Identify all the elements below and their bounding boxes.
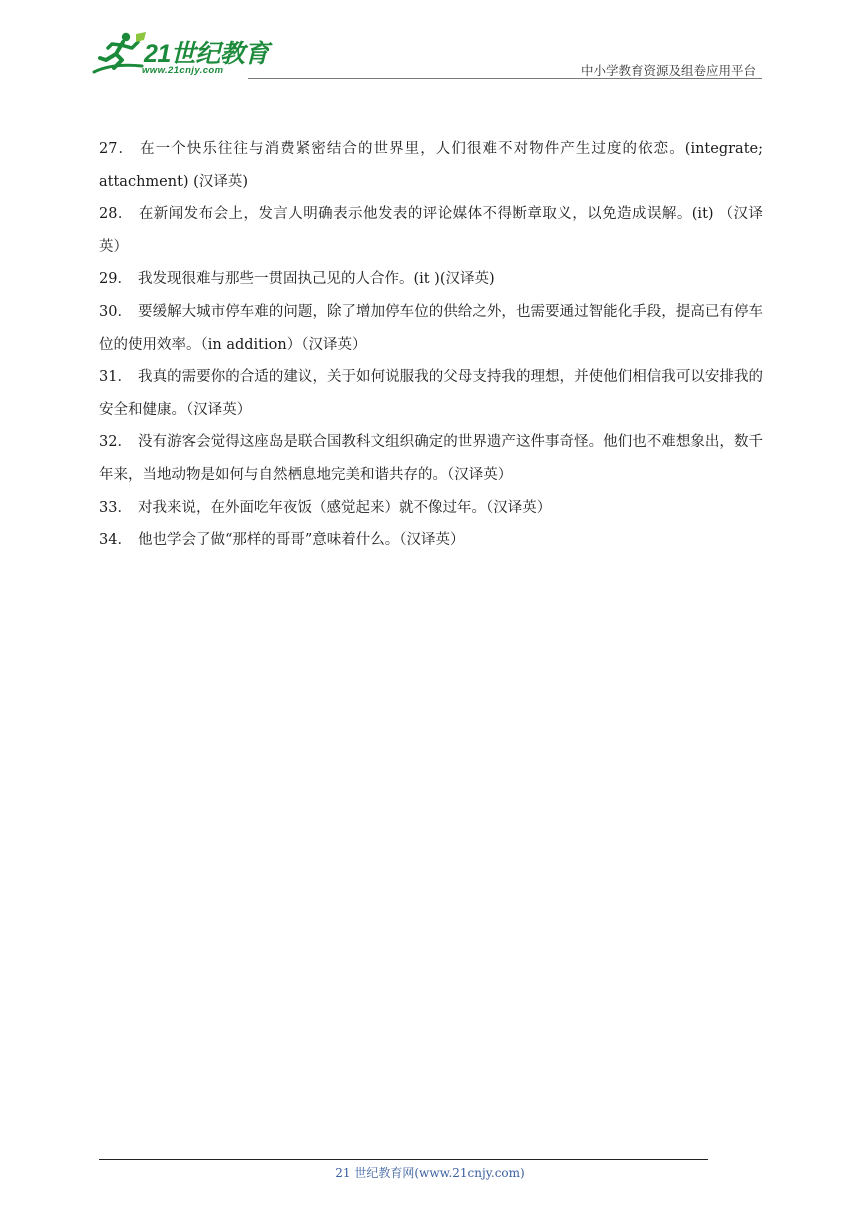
question-list (99, 133, 763, 557)
header-tagline: 中小学教育资源及组卷应用平台 (580, 63, 756, 78)
question-number: 27． (99, 141, 135, 157)
question-number: 33． (99, 499, 132, 516)
page-header (0, 0, 860, 90)
question-text: 在一个快乐往往与消费紧密结合的世界里，人们很难不对物件产生过度的依恋。(integrate; attachment) (汉译英) (99, 141, 763, 190)
question-text: 我真的需要你的合适的建议，关于如何说服我的父母支持我的理想，并使他们相信我可以安排我的安全和健康。（汉译英） (99, 369, 764, 418)
logo-text: 21世纪教育 (144, 40, 269, 68)
question-number: 28． (99, 206, 133, 223)
footer-link[interactable]: 21 世纪教育网(www.21cnjy.com) (335, 1166, 525, 1180)
question-text: 没有游客会觉得这座岛是联合国教科文组织确定的世界遗产这件事奇怪。他们也不难想象出，数千年来，当地动物是如何与自然栖息地完美和谐共存的。（汉译英） (99, 434, 764, 483)
question-item (99, 263, 763, 296)
question-item (99, 133, 763, 198)
question-number: 32． (99, 434, 133, 451)
question-item (99, 296, 763, 361)
footer-divider (99, 1159, 708, 1160)
header-divider (248, 78, 762, 79)
question-text: 对我来说，在外面吃年夜饭（感觉起来）就不像过年。（汉译英） (137, 499, 552, 516)
question-item (99, 198, 763, 263)
question-item (99, 524, 763, 557)
question-text: 在新闻发布会上，发言人明确表示他发表的评论媒体不得断章取义，以免造成误解。(it) （汉译英） (99, 206, 763, 255)
question-text: 要缓解大城市停车难的问题，除了增加停车位的供给之外，也需要通过智能化手段，提高已有停车位的使用效率。（in addition）（汉译英） (99, 303, 764, 353)
question-number: 31． (99, 369, 133, 386)
question-item (99, 492, 763, 525)
question-item (99, 361, 763, 426)
question-item (99, 426, 763, 491)
logo-url: www.21cnjy.com (142, 65, 224, 76)
question-number: 29． (99, 271, 132, 288)
question-text: 我发现很难与那些一贯固执己见的人合作。(it )(汉译英) (137, 271, 495, 288)
question-number: 34． (99, 532, 132, 549)
question-number: 30． (99, 303, 133, 320)
runner-logo-icon (92, 30, 148, 78)
logo (92, 30, 269, 80)
question-text: 他也学会了做“那样的哥哥”意味着什么。（汉译英） (137, 532, 465, 549)
